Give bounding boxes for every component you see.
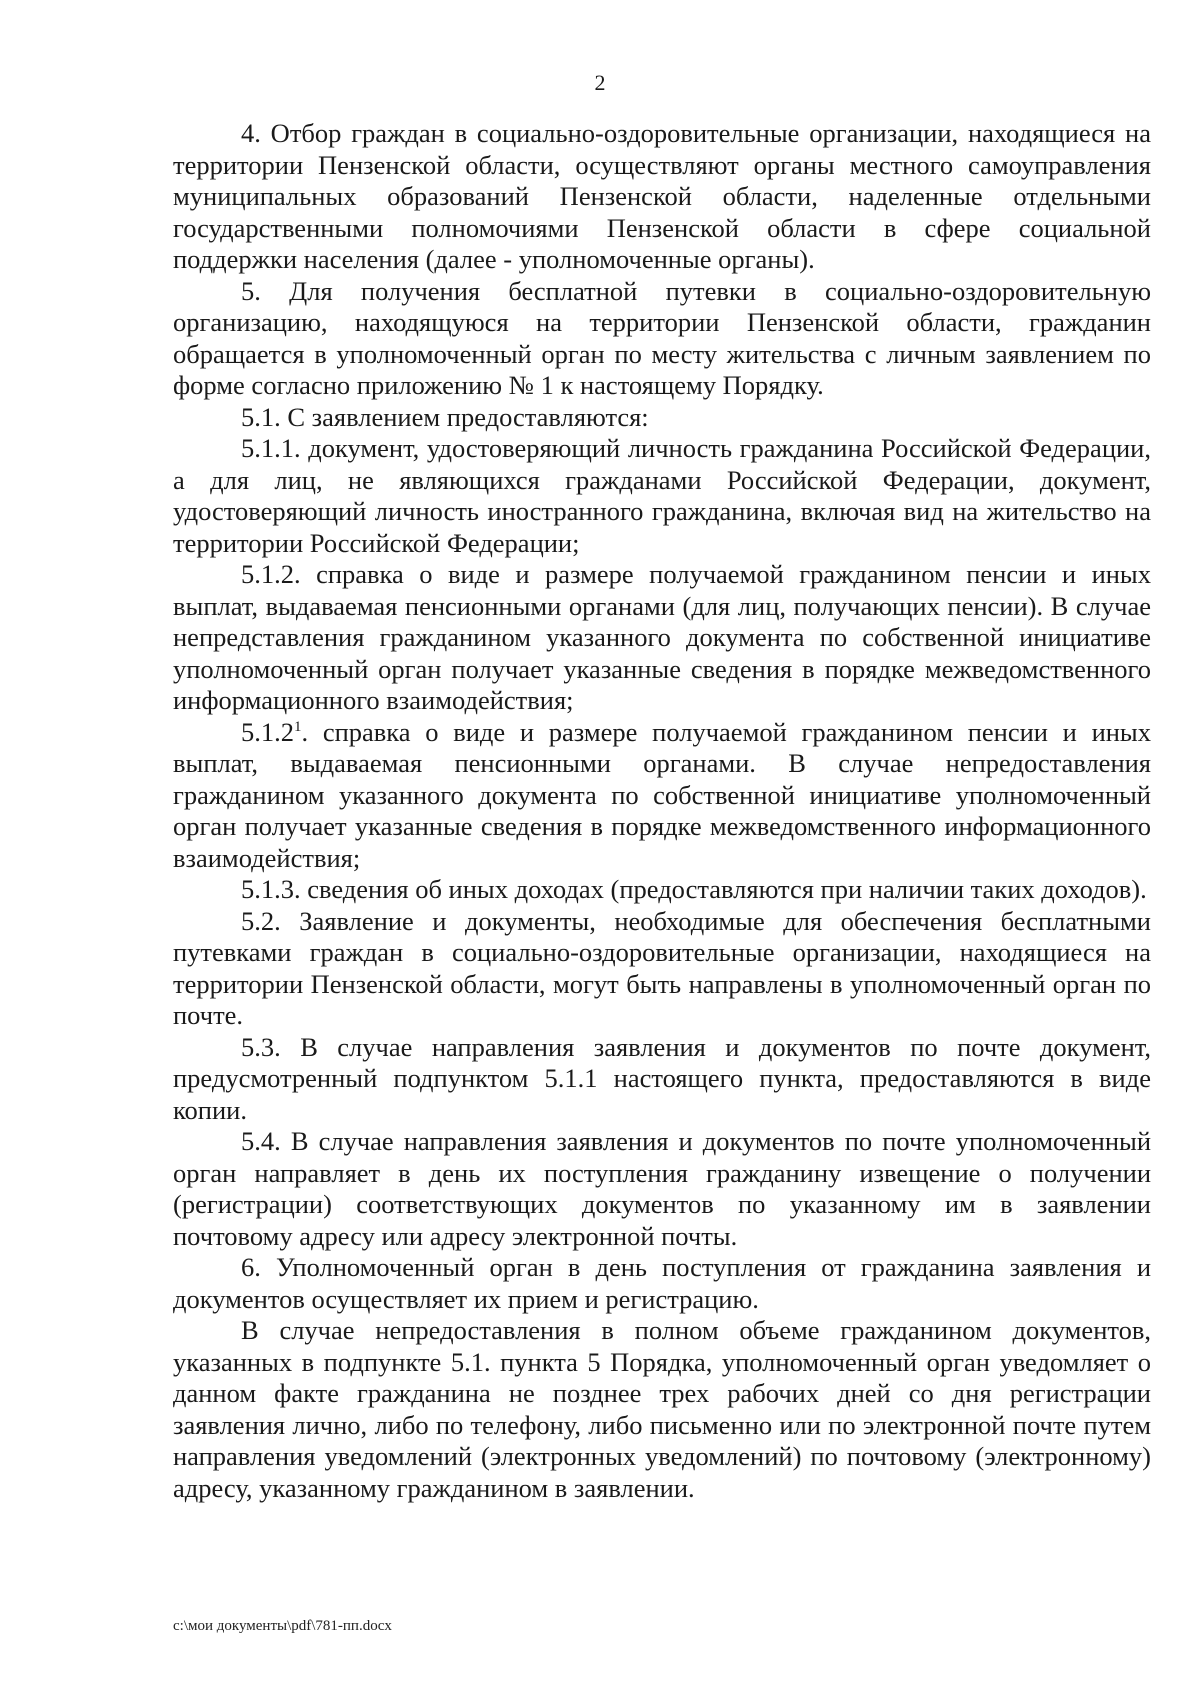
footer-file-path: c:\мои документы\pdf\781-пп.docx [173,1618,392,1634]
paragraph-5-1-3: 5.1.3. сведения об иных доходах (предоставляются при наличии таких доходов). [241,874,1147,904]
page-number: 2 [594,70,606,95]
paragraph-6: 6. Уполномоченный орган в день поступления от гражданина заявления и документов осуществляет их прием и регистрацию. [173,1252,1151,1314]
paragraph-4: 4. Отбор граждан в социально-оздоровительные организации, находящиеся на территории Пензенской области, осуществляют органы местного самоуправления муниципальных образований Пензенской области, наделенные отдельными государственными полномочиями Пензенской области в сфере социальной поддержки населения (далее - уполномоченные органы). [173,118,1151,274]
paragraph-5: 5. Для получения бесплатной путевки в социально-оздоровительную организацию, находящуюся на территории Пензенской области, гражданин обращается в уполномоченный орган по месту жительства с личным заявлением по форме согласно приложению № 1 к настоящему Порядку. [173,275,1151,400]
paragraph-5-1-2-1 [173,717,1151,875]
paragraph-5-1-2: 5.1.2. справка о виде и размере получаемой гражданином пенсии и иных выплат, выдаваемая пенсионными органами (для лиц, получающих пенсии). В случае непредставления гражданином указанного документа по собственной инициативе уполномоченный орган получает указанные сведения в порядке межведомственного информационного взаимодействия; [173,559,1151,715]
paragraph-5-1: 5.1. С заявлением предоставляются: [241,401,649,432]
paragraph-5-4: 5.4. В случае направления заявления и документов по почте уполномоченный орган направляет в день их поступления гражданину извещение о получении (регистрации) соответствующих документов по указанному им в заявлении почтовому адресу или адресу электронной почты. [173,1126,1151,1251]
paragraph-6-continued: В случае непредоставления в полном объеме гражданином документов, указанных в подпункте 5.1. пункта 5 Порядка, уполномоченный орган уведомляет о данном факте гражданина не позднее трех рабочих дней со дня регистрации заявления лично, либо по телефону, либо письменно или по электронной почте путем направления уведомлений (электронных уведомлений) по почтовому (электронному) адресу, указанному гражданином в заявлении. [173,1315,1151,1503]
paragraph-5-2: 5.2. Заявление и документы, необходимые для обеспечения бесплатными путевками граждан в социально-оздоровительные организации, находящиеся на территории Пензенской области, могут быть направлены в уполномоченный орган по почте. [173,905,1151,1030]
paragraph-5-3: 5.3. В случае направления заявления и документов по почте документ, предусмотренный подпунктом 5.1.1 настоящего пункта, предоставляются в виде копии. [173,1031,1151,1125]
paragraph-5-1-1: 5.1.1. документ, удостоверяющий личность гражданина Российской Федерации, а для лиц, не являющихся гражданами Российской Федерации, документ, удостоверяющий личность иностранного гражданина, включая вид на жительство на территории Российской Федерации; [173,433,1151,558]
clause-superscript: 1 [294,718,302,735]
clause-text: . справка о виде и размере получаемой гражданином пенсии и иных выплат, выдаваемая пенсионными органами. В случае непредоставления гражданином указанного документа по собственной инициативе уполномоченный орган получает указанные сведения в порядке межведомственного информационного взаимодействия; [173,716,1151,873]
document-body [173,118,1151,1504]
clause-number: 5.1.2 [241,716,294,747]
